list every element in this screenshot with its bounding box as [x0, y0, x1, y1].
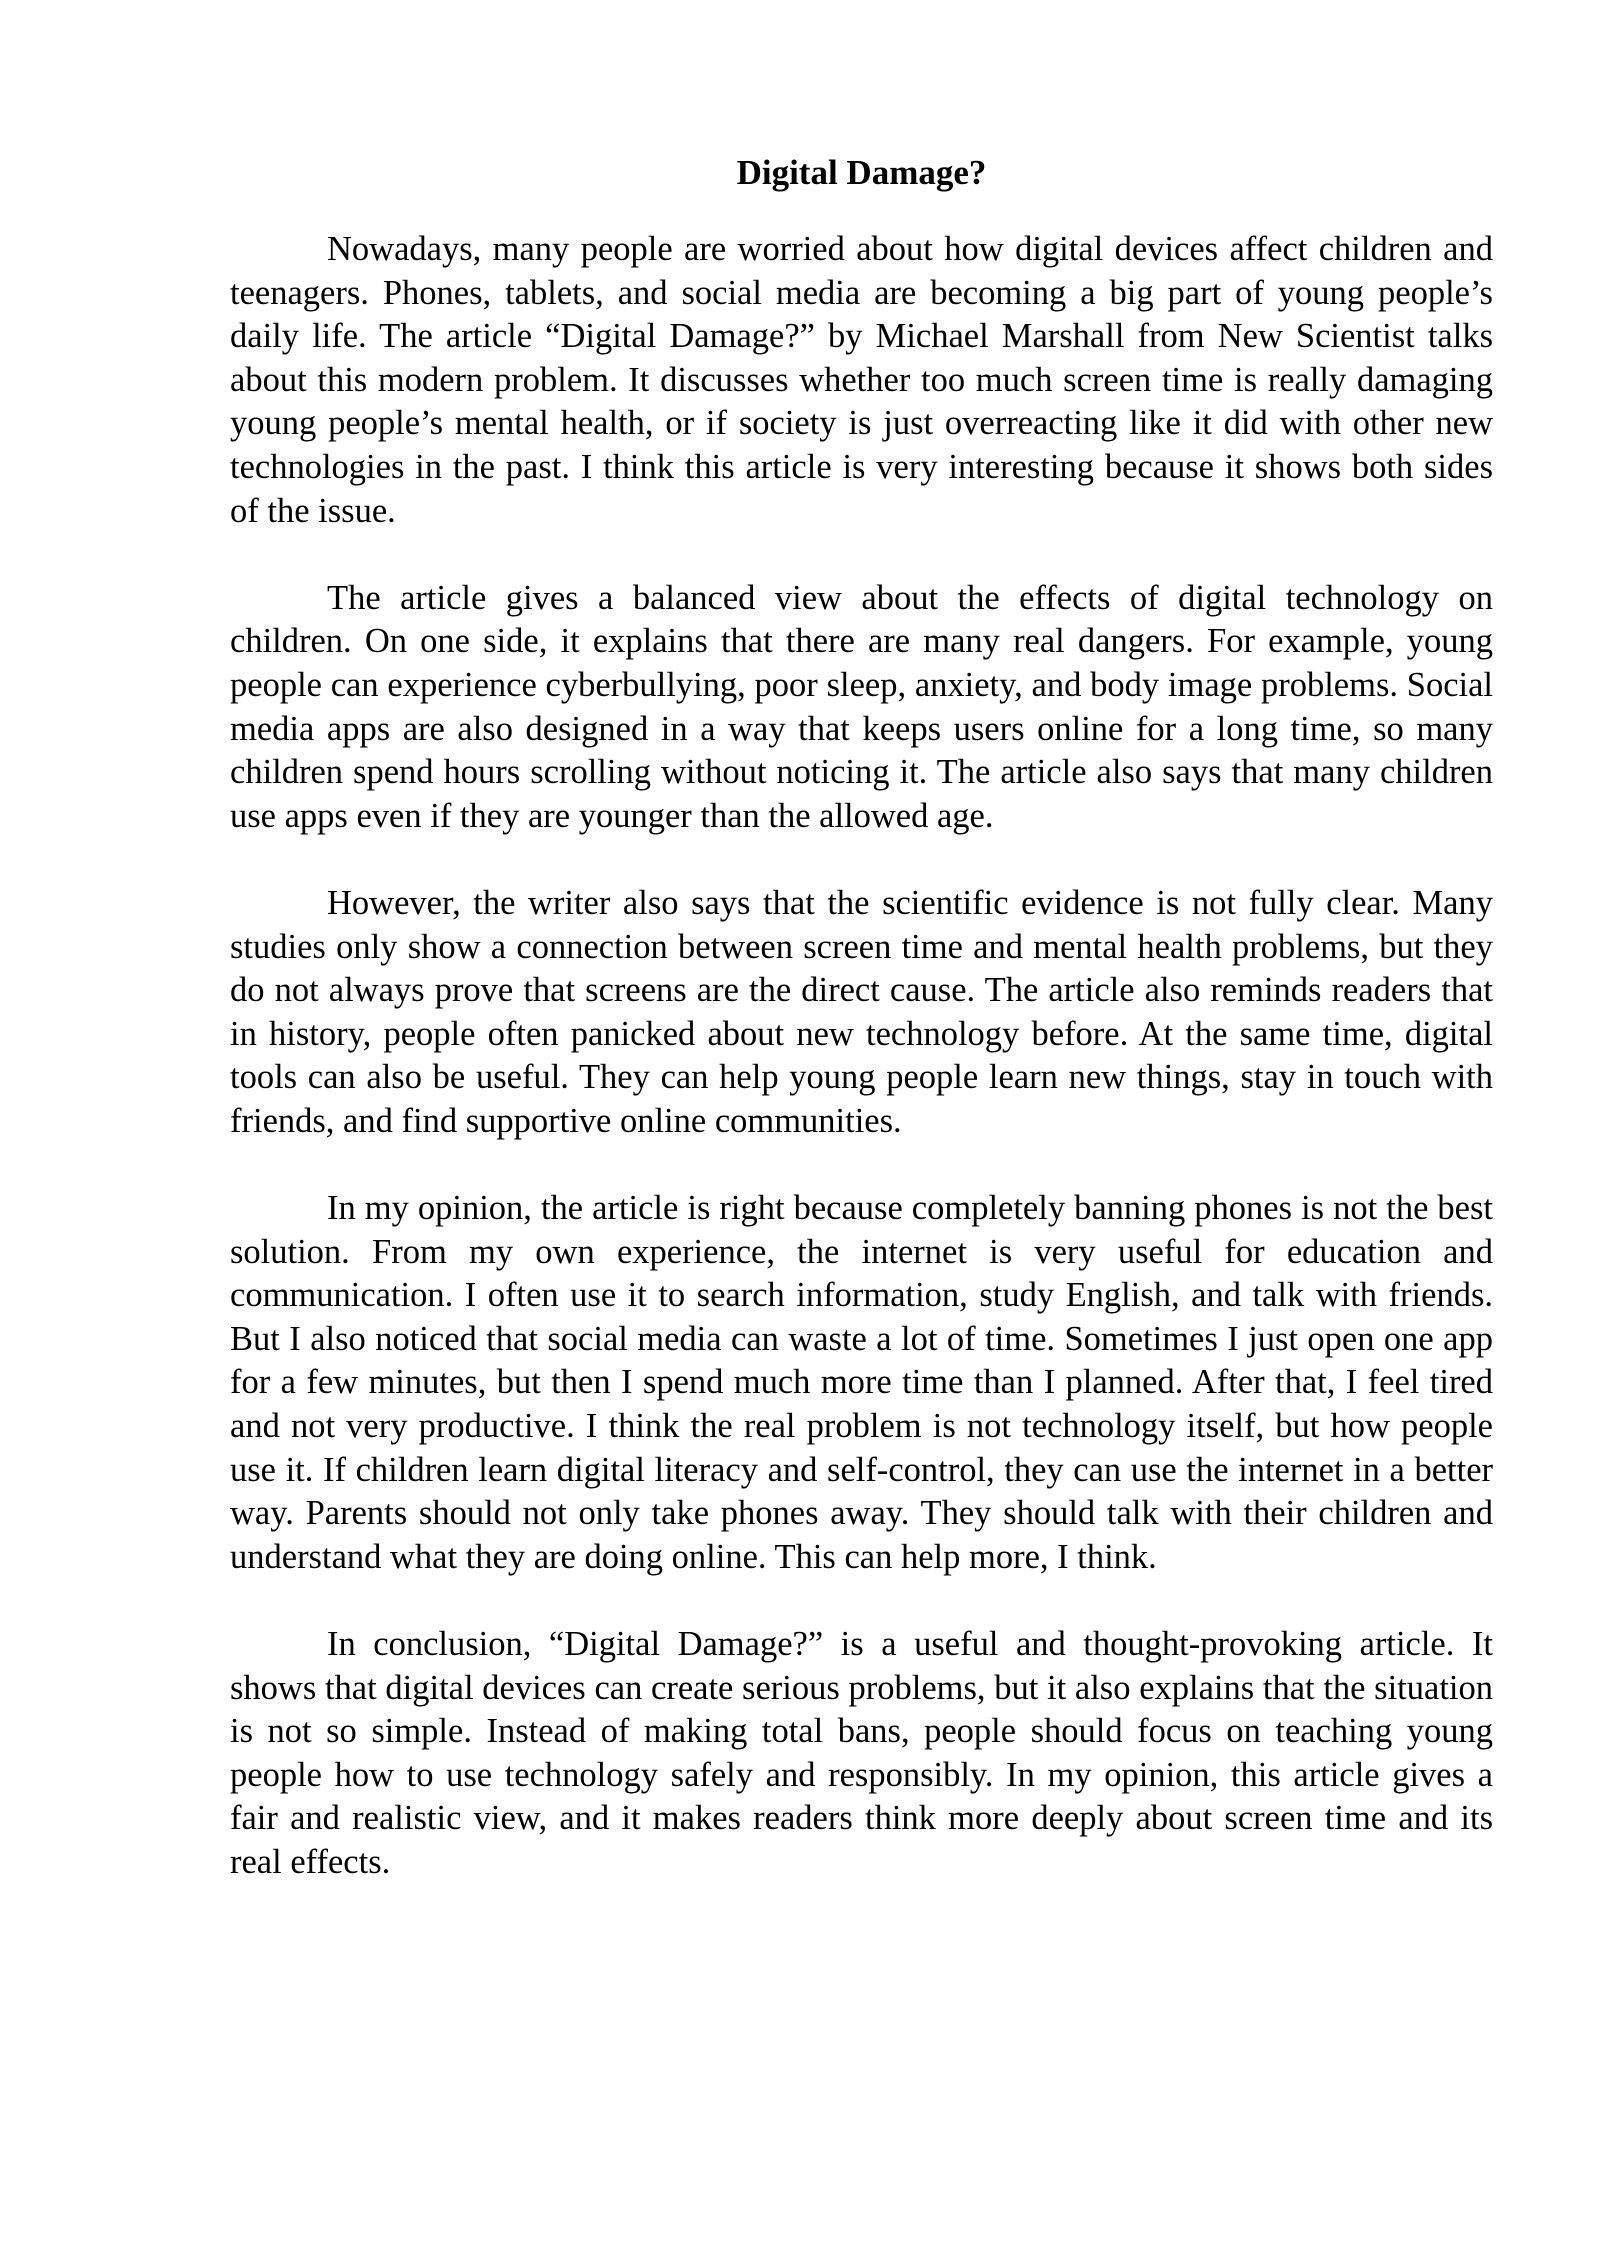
paragraph-conclusion: In conclusion, “Digital Damage?” is a useful and thought-provoking article. It shows that digital devices can create serious problems, but it also explains that the situation is not so simple. Instead of making total bans, people should focus on teaching young people how to use technology safely and responsibly. In my opinion, this article gives a fair and realistic view, and it makes readers think more deeply about screen time and its real effects.	[230, 1625, 1493, 1881]
paragraph-opinion: In my opinion, the article is right because completely banning phones is not the best solution. From my own experience, the internet is very useful for education and communication. I often use it to search information, study English, and talk with friends. But I also noticed that social media can waste a lot of time. Sometimes I just open one app for a few minutes, but then I spend much more time than I planned. After that, I feel tired and not very productive. I think the real problem is not technology itself, but how people use it. If children learn digital literacy and self-control, they can use the internet in a better way. Parents should not only take phones away. They should talk with their children and understand what they are doing online. This can help more, I think.	[230, 1189, 1493, 1576]
document-title: Digital Damage?	[736, 153, 987, 192]
paragraph-introduction: Nowadays, many people are worried about how digital devices affect children and teenagers. Phones, tablets, and social media are becoming a big part of young people’s daily life. The article “Digital Damage?” by Michael Marshall from New Scientist talks about this modern problem. It discusses whether too much screen time is really damaging young people’s mental health, or if society is just overreacting like it did with other new technologies in the past. I think this article is very interesting because it shows both sides of the issue.	[230, 230, 1493, 530]
paragraph-balanced-view: The article gives a balanced view about the effects of digital technology on children. On one side, it explains that there are many real dangers. For example, young people can experience cyberbullying, poor sleep, anxiety, and body image problems. Social media apps are also designed in a way that keeps users online for a long time, so many children spend hours scrolling without noticing it. The article also says that many children use apps even if they are younger than the allowed age.	[230, 578, 1493, 835]
paragraph-evidence: However, the writer also says that the scientific evidence is not fully clear. Many studies only show a connection between screen time and mental health problems, but they do not always prove that screens are the direct cause. The article also reminds readers that in history, people often panicked about new technology before. At the same time, digital tools can also be useful. They can help young people learn new things, stay in touch with friends, and find supportive online communities.	[230, 883, 1493, 1140]
document-body	[230, 150, 1493, 1928]
